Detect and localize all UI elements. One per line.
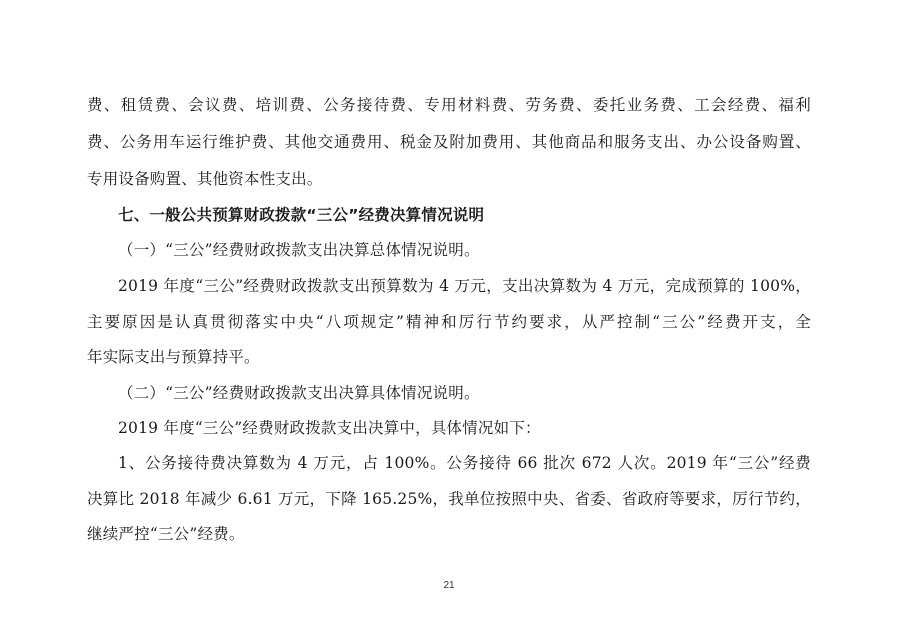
paragraph-line: 主要原因是认真贯彻落实中央“八项规定”精神和厉行节约要求，从严控制“三公”经费开支，全 [87,313,811,331]
subsection-heading: （一）“三公”经费财政拨款支出决算总体情况说明。 [118,241,480,259]
paragraph-line: 费、公务用车运行维护费、其他交通费用、税金及附加费用、其他商品和服务支出、办公设备购置、 [87,133,811,151]
paragraph-line: 专用设备购置、其他资本性支出。 [87,170,323,188]
paragraph-line: 2019 年度“三公”经费财政拨款支出决算中，具体情况如下： [118,419,541,437]
paragraph-line: 费、租赁费、会议费、培训费、公务接待费、专用材料费、劳务费、委托业务费、工会经费、福利 [87,96,811,114]
paragraph-line: 1、公务接待费决算数为 4 万元，占 100%。公务接待 66 批次 672 人次。2019 年“三公”经费 [118,454,811,472]
paragraph-line: 决算比 2018 年减少 6.61 万元，下降 165.25%，我单位按照中央、省委、省政府等要求，厉行节约， [87,490,811,508]
section-heading: 七、一般公共预算财政拨款“三公”经费决算情况说明 [118,206,485,224]
page-number: 21 [443,580,455,591]
subsection-heading: （二）“三公”经费财政拨款支出决算具体情况说明。 [118,384,480,402]
paragraph-line: 年实际支出与预算持平。 [87,348,260,366]
paragraph-line: 2019 年度“三公”经费财政拨款支出预算数为 4 万元，支出决算数为 4 万元，完成预算的 100%， [118,277,811,295]
paragraph-line: 继续严控“三公”经费。 [87,525,245,543]
